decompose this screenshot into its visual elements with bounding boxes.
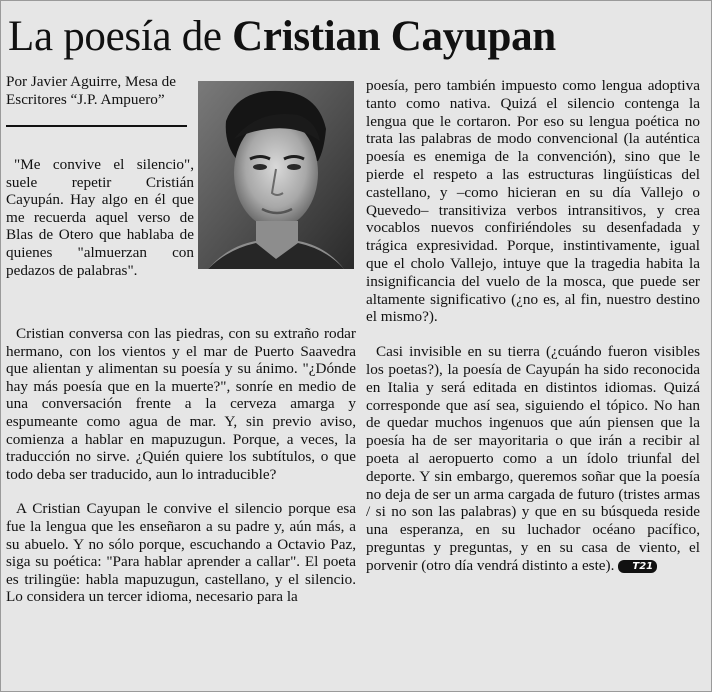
- byline: Por Javier Aguirre, Mesa de Escritores “J.P. Ampuero”: [6, 73, 176, 108]
- column-1-top: [6, 156, 194, 279]
- paragraph: "Me convive el silencio", suele repetir Cristián Cayupán. Hay algo en él que me recuerda aquel verso de Blas de Otero que hablaba de quienes "almuerzan con pedazos de palabras".: [6, 156, 194, 279]
- paragraph: A Cristian Cayupan le convive el silencio porque esa fue la lengua que les enseñaron a su padre y, aún más, a su abuelo. Y no sólo porque, escuchando a Octavio Paz, siga su poética: "Para hablar aprender a callar". El poeta es trilingüe: habla mapuzugun, castellano, y el silencio. Lo considera un tercer idioma, necesario para la: [6, 500, 356, 606]
- headline: [8, 12, 556, 62]
- headline-prefix: La poesía de: [8, 13, 222, 60]
- byline-divider: [6, 125, 187, 127]
- author-photo: [198, 81, 354, 269]
- paragraph-text: Casi invisible en su tierra (¿cuándo fueron visibles los poetas?), la poesía de Cayupán ha sido reconocida en Italia y será editada en distintos idiomas. Quizá corresponde que así sea, siguiendo el tópico. No han de quedar muchos ingenuos que aún piensen que la poesía ha de ser mayoritaria o que irán a recibir al poeta al aeropuerto como a un ídolo triunfal del deporte. Y sin embargo, queremos soñar que la poesía no deja de ser un arma cargada de futuro (tristes armas / si no son las palabras) y que en su búsqueda reside una esperanza, en su luchador océano pacífico, preguntas y preguntas, y en su casa de viento, el porvenir (otro día vendrá distinto a este).: [366, 343, 700, 574]
- publication-logo-icon: T21: [618, 560, 657, 573]
- paragraph: poesía, pero también impuesto como lengua adoptiva tanto como nativa. Quizá el silencio contenga la lengua que le cortaron. Por eso su lengua poética no trata las palabras de modo convencional (la auténtica poesía es enemiga de la convención), sino que le pierde el respeto a las estructuras lingüísticas del castellano, y –como hicieran en su día Vallejo o Quevedo– transitiviza verbos intransitivos, y crea vocablos nuevos confiriéndoles su desenfadada y trágica expresividad. Porque, instintivamente, igual que el cholo Vallejo, intuye que la tragedia habita la insignificancia del vuelo de la mosca, que puede ser altamente significativo (¿no es, al fin, nuestro destino el mismo?).: [366, 77, 700, 326]
- headline-poet-name: Cristian Cayupan: [232, 13, 556, 60]
- column-1-bottom: [6, 325, 356, 606]
- column-2: [366, 77, 700, 575]
- paragraph: Cristian conversa con las piedras, con su extraño rodar hermano, con los vientos y el mar de Puerto Saavedra que alientan y alimentan su poesía y su ánimo. "¿Dónde hay más poesía que en la muerte?", sonríe en medio de una conversación frente a la cerveza amarga y espumeante como agua de mar. Y, sin previo aviso, comienza a hablar en mapuzugun. Porque, a veces, la traducción no sirve. ¿Quién quiere los subtítulos, o que todo deba ser traducido, aun lo intraducible?: [6, 325, 356, 483]
- paragraph: [366, 343, 700, 574]
- portrait-image: [198, 81, 354, 269]
